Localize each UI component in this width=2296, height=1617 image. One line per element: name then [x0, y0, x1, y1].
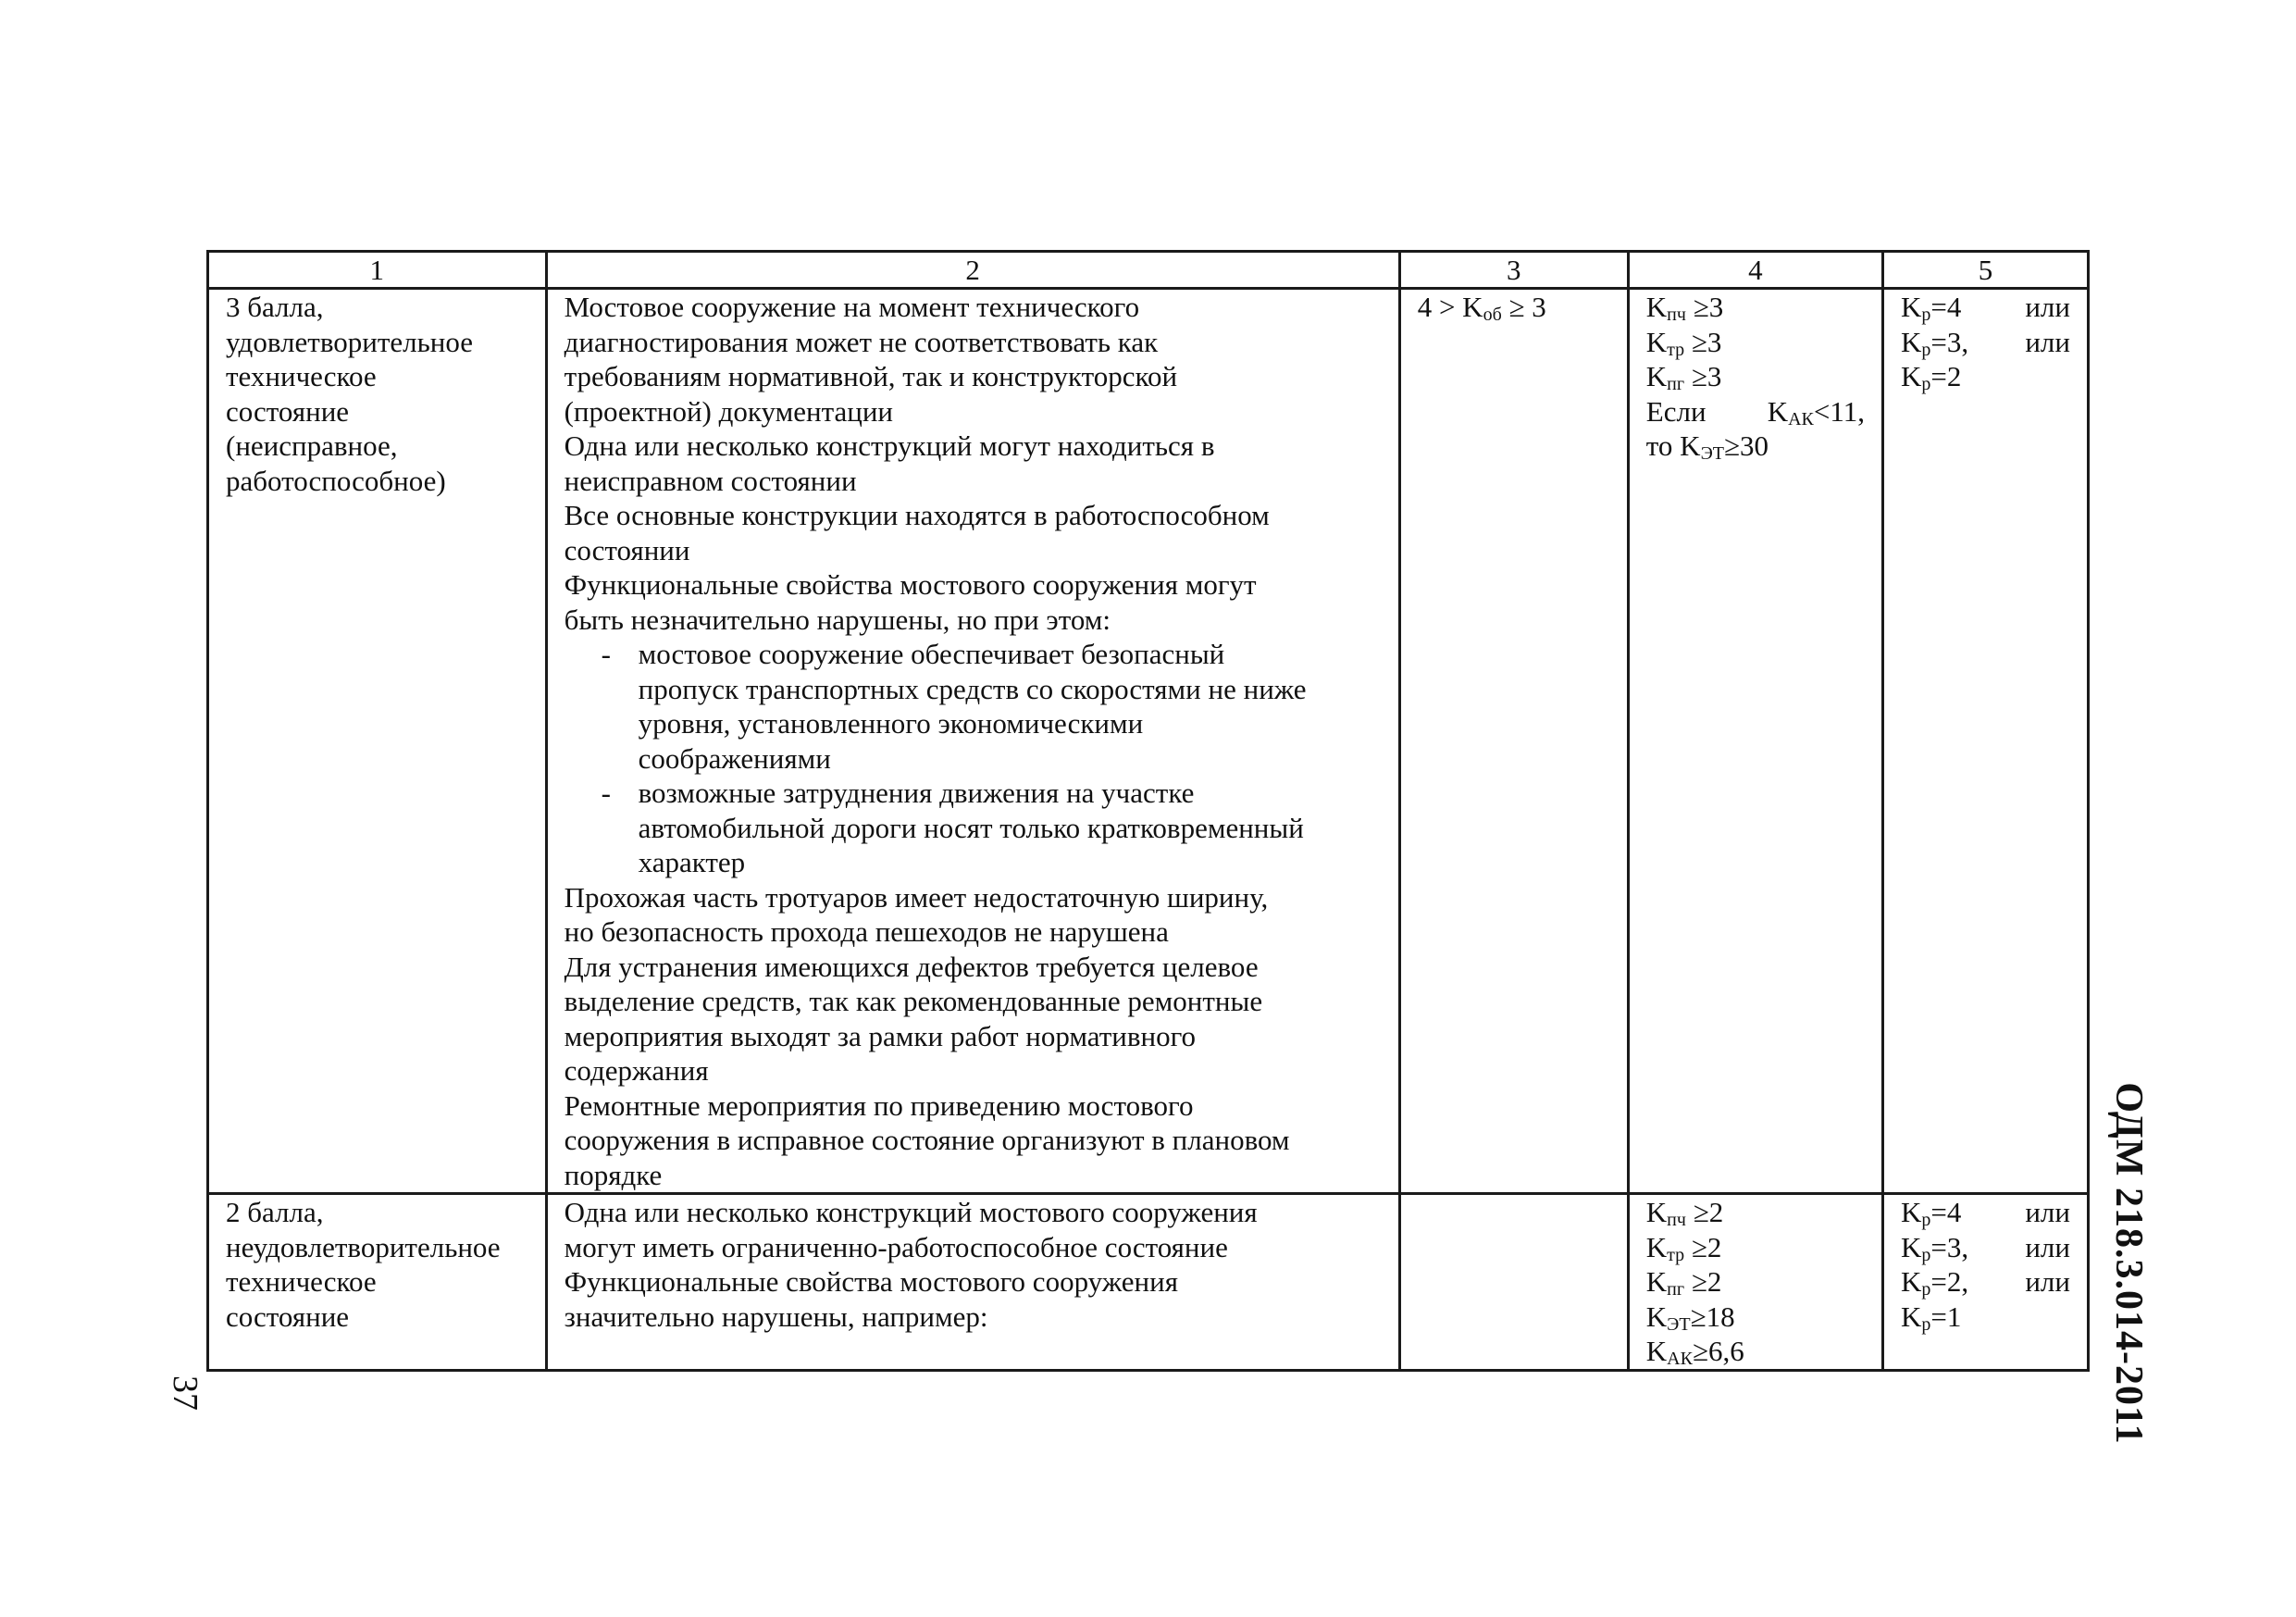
- cell-text: сооружения в исправное состояние организуют в плановом: [564, 1124, 1290, 1156]
- cell-text: 3 балла,: [226, 291, 324, 323]
- coefficient-line: $K_{пч} \ge 2$: [1645, 1196, 1724, 1230]
- cell-text: (неисправное,: [226, 429, 398, 462]
- description-cell: [546, 289, 1399, 1194]
- coefficient-line: $K_р=1$: [1901, 1300, 1962, 1335]
- column-header: 1: [208, 252, 547, 289]
- cell-text: состояние: [226, 1300, 350, 1333]
- cell-text: неудовлетворительное: [226, 1230, 501, 1263]
- coefficient-line: $K_{пг} \ge 3$: [1645, 360, 1722, 394]
- overall-coefficient-cell: [1399, 1194, 1628, 1371]
- document-code: ОДМ 218.3.014-2011: [2107, 1082, 2150, 1445]
- cell-text: Мостовое сооружение на момент технического: [564, 291, 1140, 323]
- cell-text: Все основные конструкции находятся в работоспособном: [564, 499, 1270, 531]
- dash-list-item: [565, 637, 1382, 776]
- coefficient-line: Если $K_{АК}<11$,: [1645, 394, 1865, 429]
- coefficient-line: $K_{тр} \ge 3$: [1645, 325, 1722, 360]
- cell-text: мероприятия выходят за рамки работ нормативного: [564, 1019, 1197, 1052]
- cell-text: требованиям нормативной, так и конструкторской: [564, 360, 1178, 392]
- table-header-row: [208, 252, 2089, 289]
- cell-text: Функциональные свойства мостового сооружения: [564, 1265, 1178, 1298]
- cell-text: Прохожая часть тротуаров имеет недостаточную ширину,: [564, 880, 1269, 914]
- coefficient-line: $K_р=4$ или: [1901, 291, 2070, 325]
- cell-text: уровня, установленного экономическими: [638, 707, 1144, 740]
- condition-table: [206, 250, 2090, 1372]
- cell-text: могут иметь ограниченно-работоспособное состояние: [564, 1230, 1228, 1263]
- cell-text: Одна или несколько конструкций мостового сооружения: [564, 1196, 1258, 1228]
- description-cell: [546, 1194, 1399, 1371]
- cell-text: 2 балла,: [226, 1196, 324, 1228]
- coefficient-line: $K_р=3$, или: [1901, 325, 2070, 360]
- coefficient-line: $K_{тр} \ge 2$: [1645, 1230, 1722, 1265]
- cell-text: значительно нарушены, например:: [564, 1300, 988, 1333]
- cell-text: быть незначительно нарушены, но при этом:: [564, 603, 1111, 636]
- cell-text: автомобильной дороги носят только кратковременный: [638, 811, 1304, 844]
- cell-text: но безопасность прохода пешеходов не нарушена: [564, 915, 1169, 948]
- column-header: 4: [1628, 252, 1882, 289]
- cell-text: Функциональные свойства мостового сооружения могут: [564, 568, 1257, 601]
- cell-text: Для устранения имеющихся дефектов требуется целевое: [564, 950, 1259, 983]
- coefficient-line: $K_р=3$, или: [1901, 1230, 2070, 1265]
- cell-text: выделение средств, так как рекомендованные ремонтные: [564, 985, 1263, 1017]
- cell-text: диагностирования может не соответствовать как: [564, 325, 1159, 358]
- cell-text: Ремонтные мероприятия по приведению мостового: [564, 1088, 1194, 1122]
- cell-text: удовлетворительное: [226, 325, 473, 358]
- cell-text: возможные затруднения движения на участке: [638, 777, 1195, 809]
- column-header: 2: [546, 252, 1399, 289]
- coefficient-line: $K_р=2$: [1901, 360, 1962, 394]
- repair-coefficient-cell: [1883, 1194, 2089, 1371]
- cell-text: неисправном состоянии: [564, 464, 857, 497]
- column-header: 5: [1883, 252, 2089, 289]
- cell-text: порядке: [564, 1158, 663, 1191]
- column-header: 3: [1399, 252, 1628, 289]
- cell-text: техническое: [226, 360, 377, 392]
- coefficient-line: то $K_{ЭТ}\ge 30$: [1645, 429, 1769, 464]
- coefficient-line: $K_{пг} \ge 2$: [1645, 1265, 1722, 1300]
- table-row: [208, 1194, 2089, 1371]
- coefficient-line: $K_{ЭТ}\ge 18$: [1645, 1300, 1735, 1335]
- coefficient-line: $K_{АК}\ge 6,6$: [1645, 1335, 1744, 1369]
- cell-text: техническое: [226, 1265, 377, 1298]
- dash-list-item: [565, 776, 1382, 880]
- cell-text: $4 > K_{об} \ge 3$: [1417, 291, 1546, 325]
- score-cell: [208, 289, 547, 1194]
- overall-coefficient-cell: [1399, 289, 1628, 1194]
- cell-text: (проектной) документации: [564, 394, 894, 428]
- coefficient-line: $K_р=2$, или: [1901, 1265, 2070, 1300]
- cell-text: характер: [638, 846, 746, 878]
- table-row: [208, 289, 2089, 1194]
- dash-bullet: -: [601, 638, 611, 670]
- cell-text: состоянии: [564, 533, 690, 566]
- cell-text: Одна или несколько конструкций могут находиться в: [564, 429, 1215, 462]
- repair-coefficient-cell: [1883, 289, 2089, 1194]
- coefficients-cell: [1628, 1194, 1882, 1371]
- cell-text: пропуск транспортных средств со скоростями не ниже: [638, 672, 1307, 705]
- cell-text: работоспособное): [226, 464, 446, 497]
- page-number: 37: [166, 1375, 205, 1411]
- coefficient-line: $K_р=4$ или: [1901, 1196, 2070, 1230]
- cell-text: мостовое сооружение обеспечивает безопасный: [638, 638, 1225, 670]
- coefficients-cell: [1628, 289, 1882, 1194]
- dash-bullet: -: [601, 777, 611, 809]
- coefficient-line: $K_{пч} \ge 3$: [1645, 291, 1724, 325]
- cell-text: состояние: [226, 394, 350, 428]
- cell-text: содержания: [564, 1054, 709, 1087]
- score-cell: [208, 1194, 547, 1371]
- cell-text: соображениями: [638, 741, 831, 775]
